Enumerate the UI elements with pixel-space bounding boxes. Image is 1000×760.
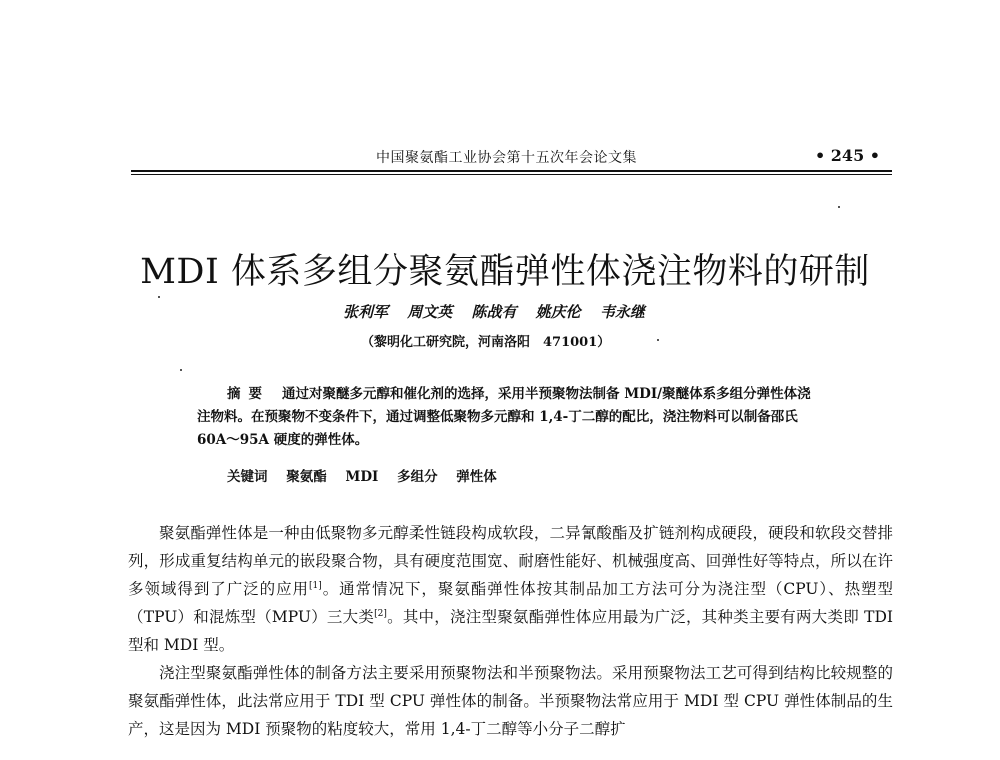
body-paragraph (128, 519, 893, 659)
paragraph-text: 。通常情况下，聚氨酯弹性体按其制品加工方法可分为浇注型（CPU）、热塑型（TPU）和混炼型（MPU）三大类 (128, 580, 893, 626)
header-rule-thin (131, 174, 892, 175)
keyword: 弹性体 (456, 469, 497, 485)
paragraph-text: 。其中，浇注型聚氨酯弹性体应用最为广泛，其种类主要有两大类即 TDI 型和 MDI 型。 (128, 608, 893, 654)
paper-title: MDI 体系多组分聚氨酯弹性体浇注物料的研制 (140, 252, 870, 292)
running-header (131, 147, 892, 169)
scan-speck (158, 296, 160, 298)
abstract-label: 摘要 (227, 386, 270, 402)
keywords (227, 465, 511, 485)
body-paragraph: 浇注型聚氨酯弹性体的制备方法主要采用预聚物法和半预聚物法。采用预聚物法工艺可得到结构比较规整的聚氨酯弹性体，此法常应用于 TDI 型 CPU 弹性体的制备。半预聚物法常应用于 MDI 型 CPU 弹性体制品的生产，这是因为 MDI 预聚物的粘度较大，常用 1,4-丁二醇等小分子二醇扩 (128, 664, 893, 738)
keyword: 聚氨酯 (286, 469, 327, 485)
scan-speck (180, 369, 182, 371)
running-title: 中国聚氨酯工业协会第十五次年会论文集 (376, 150, 637, 166)
keyword: 多组分 (397, 469, 438, 485)
abstract-text: 通过对聚醚多元醇和催化剂的选择，采用半预聚物法制备 MDI/聚醚体系多组分弹性体浇注物料。在预聚物不变条件下，通过调整低聚物多元醇和 1,4-丁二醇的配比，浇注物料可以制备邵氏 60A～95A 硬度的弹性体。 (197, 386, 811, 448)
citation-ref[interactable]: [2] (374, 608, 387, 619)
keyword: MDI (345, 469, 379, 485)
paragraph-text: 聚氨酯弹性体是一种由低聚物多元醇柔性链段构成软段，二异氰酸酯及扩链剂构成硬段，硬段和软段交替排列，形成重复结构单元的嵌段聚合物，具有硬度范围宽、耐磨性能好、机械强度高、回弹性好等特点，所以在许多领域得到了广泛的应用 (128, 524, 893, 598)
scan-speck (657, 339, 659, 341)
abstract (197, 383, 823, 452)
scan-speck (838, 206, 840, 208)
keywords-label: 关键词 (227, 469, 268, 485)
body-text (128, 519, 893, 743)
header-rule-thick (131, 170, 892, 172)
citation-ref[interactable]: [1] (309, 580, 322, 591)
affiliation: （黎明化工研究院，河南洛阳 471001） (361, 335, 611, 350)
page-number: • 245 • (815, 146, 880, 165)
author-list: 张利军 周文英 陈战有 姚庆伦 韦永继 (343, 303, 645, 321)
